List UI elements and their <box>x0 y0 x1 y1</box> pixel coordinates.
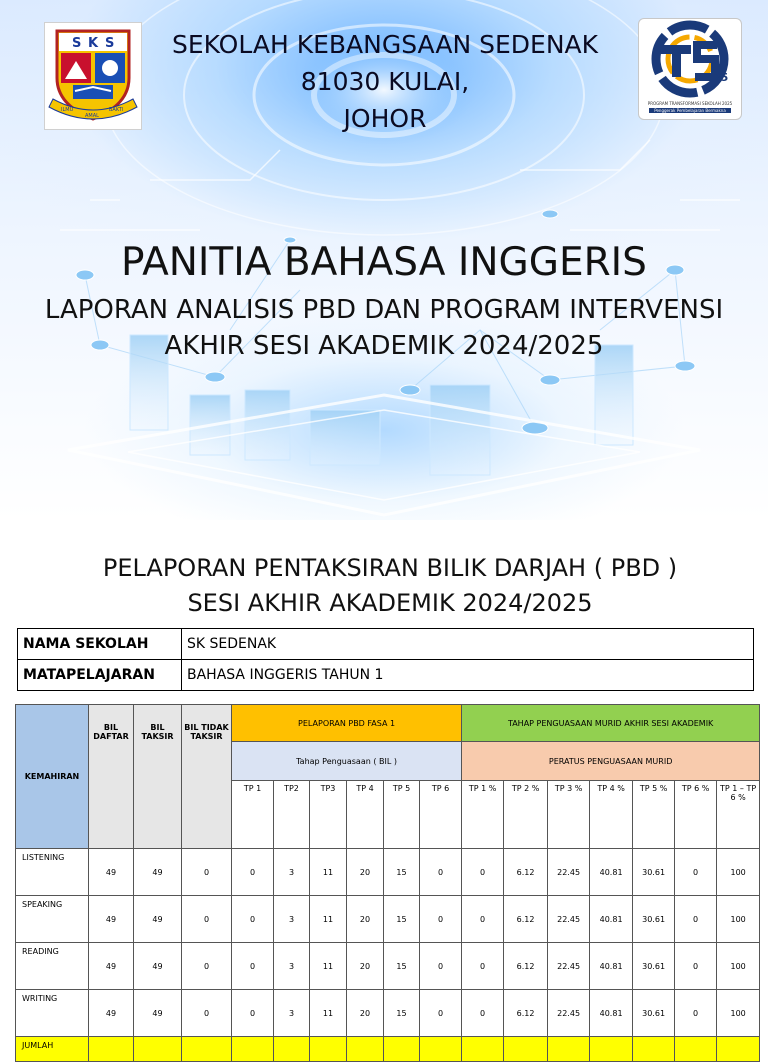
table-cell: 0 <box>182 896 232 943</box>
school-crest-logo <box>44 22 142 130</box>
tp1-header: TP 1 <box>232 781 274 849</box>
table-cell: 6.12 <box>504 896 548 943</box>
ts25-number: 25 <box>713 71 729 84</box>
table-cell: 15 <box>384 990 420 1037</box>
table-cell: 0 <box>420 896 462 943</box>
laporan-line-1: LAPORAN ANALISIS PBD DAN PROGRAM INTERVENSI <box>44 295 724 325</box>
crest-ribbon-word-3: BAKTI <box>109 107 124 113</box>
pelaporan-pbd-fasa-header: PELAPORAN PBD FASA 1 <box>232 705 462 742</box>
bil-daftar-header: BIL DAFTAR <box>89 705 134 849</box>
table-cell: 0 <box>232 849 274 896</box>
table-cell: 0 <box>462 896 504 943</box>
total-cell <box>310 1037 347 1062</box>
bil-tidak-taksir-header: BIL TIDAK TAKSIR <box>182 705 232 849</box>
table-cell: 0 <box>232 943 274 990</box>
school-name: SEKOLAH KEBANGSAAN SEDENAK <box>171 30 599 59</box>
total-cell <box>347 1037 384 1062</box>
school-postcode-city: 81030 KULAI, <box>300 67 470 96</box>
table-cell: 3 <box>274 849 310 896</box>
table-cell: 22.45 <box>548 849 590 896</box>
total-label: JUMLAH <box>16 1037 89 1062</box>
table-cell: 0 <box>182 943 232 990</box>
table-cell: 100 <box>717 896 760 943</box>
total-cell <box>420 1037 462 1062</box>
tp2-header: TP2 <box>274 781 310 849</box>
table-cell: 0 <box>462 990 504 1037</box>
table-cell: 49 <box>134 849 182 896</box>
table-cell: 20 <box>347 943 384 990</box>
table-cell: 49 <box>89 943 134 990</box>
skill-name: WRITING <box>16 990 89 1037</box>
cover-banner <box>0 0 768 520</box>
table-cell: 100 <box>717 990 760 1037</box>
ts25-caption-program: PROGRAM TRANSFORMASI SEKOLAH 2025 <box>647 101 733 106</box>
total-row <box>16 1037 760 1062</box>
nama-sekolah-value: SK SEDENAK <box>182 629 754 660</box>
table-cell: 30.61 <box>633 896 675 943</box>
tp3-percent-header: TP 3 % <box>548 781 590 849</box>
table-cell: 22.45 <box>548 896 590 943</box>
table-cell: 40.81 <box>590 943 633 990</box>
total-cell <box>633 1037 675 1062</box>
table-cell: 0 <box>462 943 504 990</box>
table-cell: 6.12 <box>504 990 548 1037</box>
table-cell: 49 <box>134 943 182 990</box>
info-row-school <box>18 629 754 660</box>
table-cell: 20 <box>347 990 384 1037</box>
info-row-subject <box>18 660 754 691</box>
table-cell: 0 <box>182 990 232 1037</box>
table-cell: 3 <box>274 990 310 1037</box>
skill-name: SPEAKING <box>16 896 89 943</box>
ts25-caption-tagline: Penggerak Pembelajaran Bermakna <box>649 108 731 113</box>
table-cell: 20 <box>347 849 384 896</box>
table-cell: 11 <box>310 943 347 990</box>
table-cell: 30.61 <box>633 849 675 896</box>
laporan-subtitle <box>0 292 768 364</box>
table-cell: 49 <box>89 849 134 896</box>
table-cell: 6.12 <box>504 943 548 990</box>
crest-ribbon-word-1: ILMU <box>61 107 74 113</box>
table-cell: 49 <box>134 896 182 943</box>
school-address-block <box>150 26 620 137</box>
header-row-1 <box>16 705 760 742</box>
table-cell: 49 <box>134 990 182 1037</box>
table-cell: 30.61 <box>633 990 675 1037</box>
total-cell <box>182 1037 232 1062</box>
table-row <box>16 943 760 990</box>
table-cell: 49 <box>89 896 134 943</box>
tp1-percent-header: TP 1 % <box>462 781 504 849</box>
table-cell: 11 <box>310 896 347 943</box>
table-cell: 0 <box>182 849 232 896</box>
skill-name: LISTENING <box>16 849 89 896</box>
total-cell <box>274 1037 310 1062</box>
table-cell: 11 <box>310 849 347 896</box>
table-cell: 22.45 <box>548 990 590 1037</box>
table-cell: 30.61 <box>633 943 675 990</box>
total-cell <box>232 1037 274 1062</box>
tp6-percent-header: TP 6 % <box>675 781 717 849</box>
table-body <box>16 849 760 1037</box>
skill-name: READING <box>16 943 89 990</box>
tp6-header: TP 6 <box>420 781 462 849</box>
table-cell: 11 <box>310 990 347 1037</box>
pbd-results-table <box>15 704 760 1062</box>
total-cell <box>89 1037 134 1062</box>
table-cell: 40.81 <box>590 896 633 943</box>
table-cell: 22.45 <box>548 943 590 990</box>
table-cell: 0 <box>675 943 717 990</box>
table-cell: 0 <box>675 990 717 1037</box>
table-cell: 0 <box>232 896 274 943</box>
laporan-line-2: AKHIR SESI AKADEMIK 2024/2025 <box>164 331 604 361</box>
total-cell <box>590 1037 633 1062</box>
table-cell: 15 <box>384 896 420 943</box>
matapelajaran-value: BAHASA INGGERIS TAHUN 1 <box>182 660 754 691</box>
table-cell: 6.12 <box>504 849 548 896</box>
tp1-tp6-percent-header: TP 1 – TP 6 % <box>717 781 760 849</box>
table-cell: 40.81 <box>590 990 633 1037</box>
table-cell: 0 <box>420 943 462 990</box>
table-cell: 0 <box>675 896 717 943</box>
table-cell: 20 <box>347 896 384 943</box>
report-title <box>0 551 768 621</box>
table-row <box>16 990 760 1037</box>
report-title-line-2: SESI AKHIR AKADEMIK 2024/2025 <box>187 589 593 617</box>
total-cell <box>134 1037 182 1062</box>
tahap-penguasaan-bil-header: Tahap Penguasaan ( BIL ) <box>232 742 462 781</box>
table-cell: 3 <box>274 943 310 990</box>
panitia-title: PANITIA BAHASA INGGERIS <box>121 240 647 285</box>
peratus-penguasaan-header: PERATUS PENGUASAAN MURID <box>462 742 760 781</box>
table-cell: 49 <box>89 990 134 1037</box>
school-info-table <box>17 628 754 691</box>
table-cell: 15 <box>384 943 420 990</box>
ts25-logo <box>638 18 742 120</box>
table-cell: 0 <box>420 849 462 896</box>
crest-letter-3: S <box>105 36 115 51</box>
total-cell <box>548 1037 590 1062</box>
table-cell: 15 <box>384 849 420 896</box>
tahap-penguasaan-akhir-header: TAHAP PENGUASAAN MURID AKHIR SESI AKADEMIK <box>462 705 760 742</box>
table-cell: 0 <box>675 849 717 896</box>
crest-letter-1: S <box>72 36 82 51</box>
tp4-header: TP 4 <box>347 781 384 849</box>
total-cell <box>717 1037 760 1062</box>
crest-ribbon-word-2: AMAL <box>85 113 99 119</box>
tp4-percent-header: TP 4 % <box>590 781 633 849</box>
tp2-percent-header: TP 2 % <box>504 781 548 849</box>
report-title-line-1: PELAPORAN PENTAKSIRAN BILIK DARJAH ( PBD ) <box>102 554 678 582</box>
total-cell <box>462 1037 504 1062</box>
bil-taksir-header: BIL TAKSIR <box>134 705 182 849</box>
school-state: JOHOR <box>343 104 427 133</box>
table-cell: 3 <box>274 896 310 943</box>
matapelajaran-label: MATAPELAJARAN <box>18 660 182 691</box>
table-cell: 100 <box>717 943 760 990</box>
table-row <box>16 849 760 896</box>
table-cell: 0 <box>232 990 274 1037</box>
table-cell: 100 <box>717 849 760 896</box>
total-cell <box>504 1037 548 1062</box>
kemahiran-header: KEMAHIRAN <box>16 705 89 849</box>
table-cell: 0 <box>462 849 504 896</box>
tp3-header: TP3 <box>310 781 347 849</box>
table-cell: 40.81 <box>590 849 633 896</box>
table-row <box>16 896 760 943</box>
nama-sekolah-label: NAMA SEKOLAH <box>18 629 182 660</box>
total-cell <box>384 1037 420 1062</box>
tp5-header: TP 5 <box>384 781 420 849</box>
total-cell <box>675 1037 717 1062</box>
tp5-percent-header: TP 5 % <box>633 781 675 849</box>
table-cell: 0 <box>420 990 462 1037</box>
crest-letter-2: K <box>88 36 99 51</box>
